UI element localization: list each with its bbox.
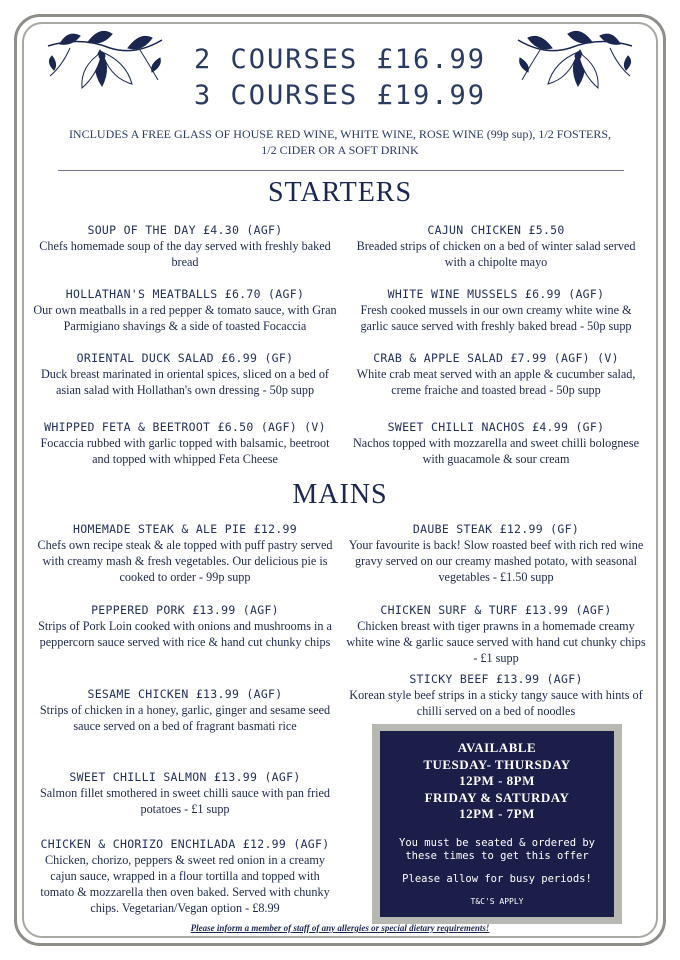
item-description: Strips of Pork Loin cooked with onions and mushrooms in a peppercorn sauce served with rice & hand cut chunky chips: [38, 619, 332, 649]
seated-note: You must be seated & ordered by these times to get this offer: [399, 836, 595, 862]
item-description: Chicken breast with tiger prawns in a homemade creamy white wine & garlic sauce served with hand cut chunky chips - £1 supp: [346, 619, 646, 665]
item-title: HOLLATHAN'S MEATBALLS £6.70 (AGF): [65, 287, 305, 301]
menu-item: [32, 222, 338, 270]
item-title: SWEET CHILLI SALMON £13.99 (AGF): [69, 770, 301, 784]
item-title: CRAB & APPLE SALAD £7.99 (AGF) (V): [373, 351, 619, 365]
item-title: SWEET CHILLI NACHOS £4.99 (GF): [387, 420, 605, 434]
availability-heading: AVAILABLE: [457, 740, 537, 755]
item-title: WHITE WINE MUSSELS £6.99 (AGF): [387, 287, 605, 301]
item-description: Breaded strips of chicken on a bed of winter salad served with a chipolte mayo: [356, 239, 636, 269]
menu-item: [346, 419, 646, 467]
item-description: Your favourite is back! Slow roasted beef with rich red wine gravy served on our creamy mashed potato, with seasonal vegetables - £1.50 supp: [348, 538, 644, 584]
item-description: Strips of chicken in a honey, garlic, ginger and sesame seed sauce served on a bed of fragrant basmati rice: [39, 703, 331, 733]
item-title: CAJUN CHICKEN £5.50: [427, 223, 565, 237]
item-title: SESAME CHICKEN £13.99 (AGF): [87, 687, 283, 701]
item-title: DAUBE STEAK £12.99 (GF): [412, 522, 580, 536]
menu-item: [346, 602, 646, 666]
item-description: Chefs own recipe steak & ale topped with puff pastry served with creamy mash & fresh vegetables. Our delicious pie is cooked to order - 99p supp: [37, 538, 333, 584]
item-title: WHIPPED FETA & BEETROOT £6.50 (AGF) (V): [44, 420, 326, 434]
item-description: White crab meat served with an apple & cucumber salad, creme fraiche and toasted bread - 50p supp: [356, 367, 636, 397]
menu-item: [346, 521, 646, 585]
item-title: CHICKEN & CHORIZO ENCHILADA £12.99 (AGF): [40, 837, 330, 851]
weekday-hours: 12PM - 8PM: [459, 773, 535, 788]
menu-item: [32, 419, 338, 467]
item-title: CHICKEN SURF & TURF £13.99 (AGF): [380, 603, 612, 617]
item-description: Chicken, chorizo, peppers & sweet red onion in a creamy cajun sauce, wrapped in a flour tortilla and topped with tomato & mozzarella then oven baked. Served with chunky chips. Vegetarian/Vegan option - £8.99: [40, 853, 330, 915]
item-description: Our own meatballs in a red pepper & tomato sauce, with Gran Parmigiano shavings & a side of toasted Focaccia: [33, 303, 337, 333]
item-title: STICKY BEEF £13.99 (AGF): [409, 672, 583, 686]
menu-item: [32, 769, 338, 817]
weekday-days: TUESDAY- THURSDAY: [423, 756, 571, 772]
menu-item: [32, 836, 338, 916]
menu-item: [346, 222, 646, 270]
menu-item: [346, 350, 646, 398]
item-description: Duck breast marinated in oriental spices, sliced on a bed of asian salad with Hollathan's own dressing - 50p supp: [40, 367, 329, 397]
menu-item: [32, 602, 338, 650]
item-title: SOUP OF THE DAY £4.30 (AGF): [87, 223, 283, 237]
item-description: Salmon fillet smothered in sweet chilli sauce with pan fried potatoes - £1 supp: [39, 786, 331, 816]
three-courses-price: 3 COURSES £19.99: [193, 80, 487, 111]
item-description: Korean style beef strips in a sticky tangy sauce with hints of chilli served on a bed of noodles: [349, 688, 643, 718]
menu-item: [346, 286, 646, 334]
item-description: Chefs homemade soup of the day served with freshly baked bread: [39, 239, 331, 269]
allergy-notice: Please inform a member of staff of any allergies or special dietary requirements!: [190, 923, 490, 933]
item-description: Focaccia rubbed with garlic topped with balsamic, beetroot and topped with whipped Feta Cheese: [40, 436, 330, 466]
item-title: ORIENTAL DUCK SALAD £6.99 (GF): [76, 351, 294, 365]
busy-note: Please allow for busy periods!: [402, 872, 592, 885]
menu-item: [32, 350, 338, 398]
item-title: PEPPERED PORK £13.99 (AGF): [91, 603, 279, 617]
availability-box: [380, 731, 614, 917]
weekend-hours: 12PM - 7PM: [459, 806, 535, 821]
item-description: Nachos topped with mozzarella and sweet chilli bolognese with guacamole & sour cream: [353, 436, 639, 466]
item-title: HOMEMADE STEAK & ALE PIE £12.99: [73, 522, 297, 536]
item-description: Fresh cooked mussels in our own creamy white wine & garlic sauce served with freshly baked bread - 50p supp: [360, 303, 632, 333]
menu-item: [32, 521, 338, 585]
weekend-days: FRIDAY & SATURDAY: [424, 789, 570, 805]
mains-heading: MAINS: [292, 479, 388, 510]
includes-drink-note: INCLUDES A FREE GLASS OF HOUSE RED WINE, WHITE WINE, ROSE WINE (99p sup), 1/2 FOSTERS, 1/2 CIDER OR A SOFT DRINK: [68, 127, 612, 157]
menu-item: [32, 686, 338, 734]
divider: [58, 170, 624, 171]
two-courses-price: 2 COURSES £16.99: [193, 44, 487, 75]
starters-heading: STARTERS: [267, 177, 413, 208]
menu-item: [32, 286, 338, 334]
terms-note: T&C'S APPLY: [470, 896, 524, 906]
menu-item: [346, 671, 646, 719]
